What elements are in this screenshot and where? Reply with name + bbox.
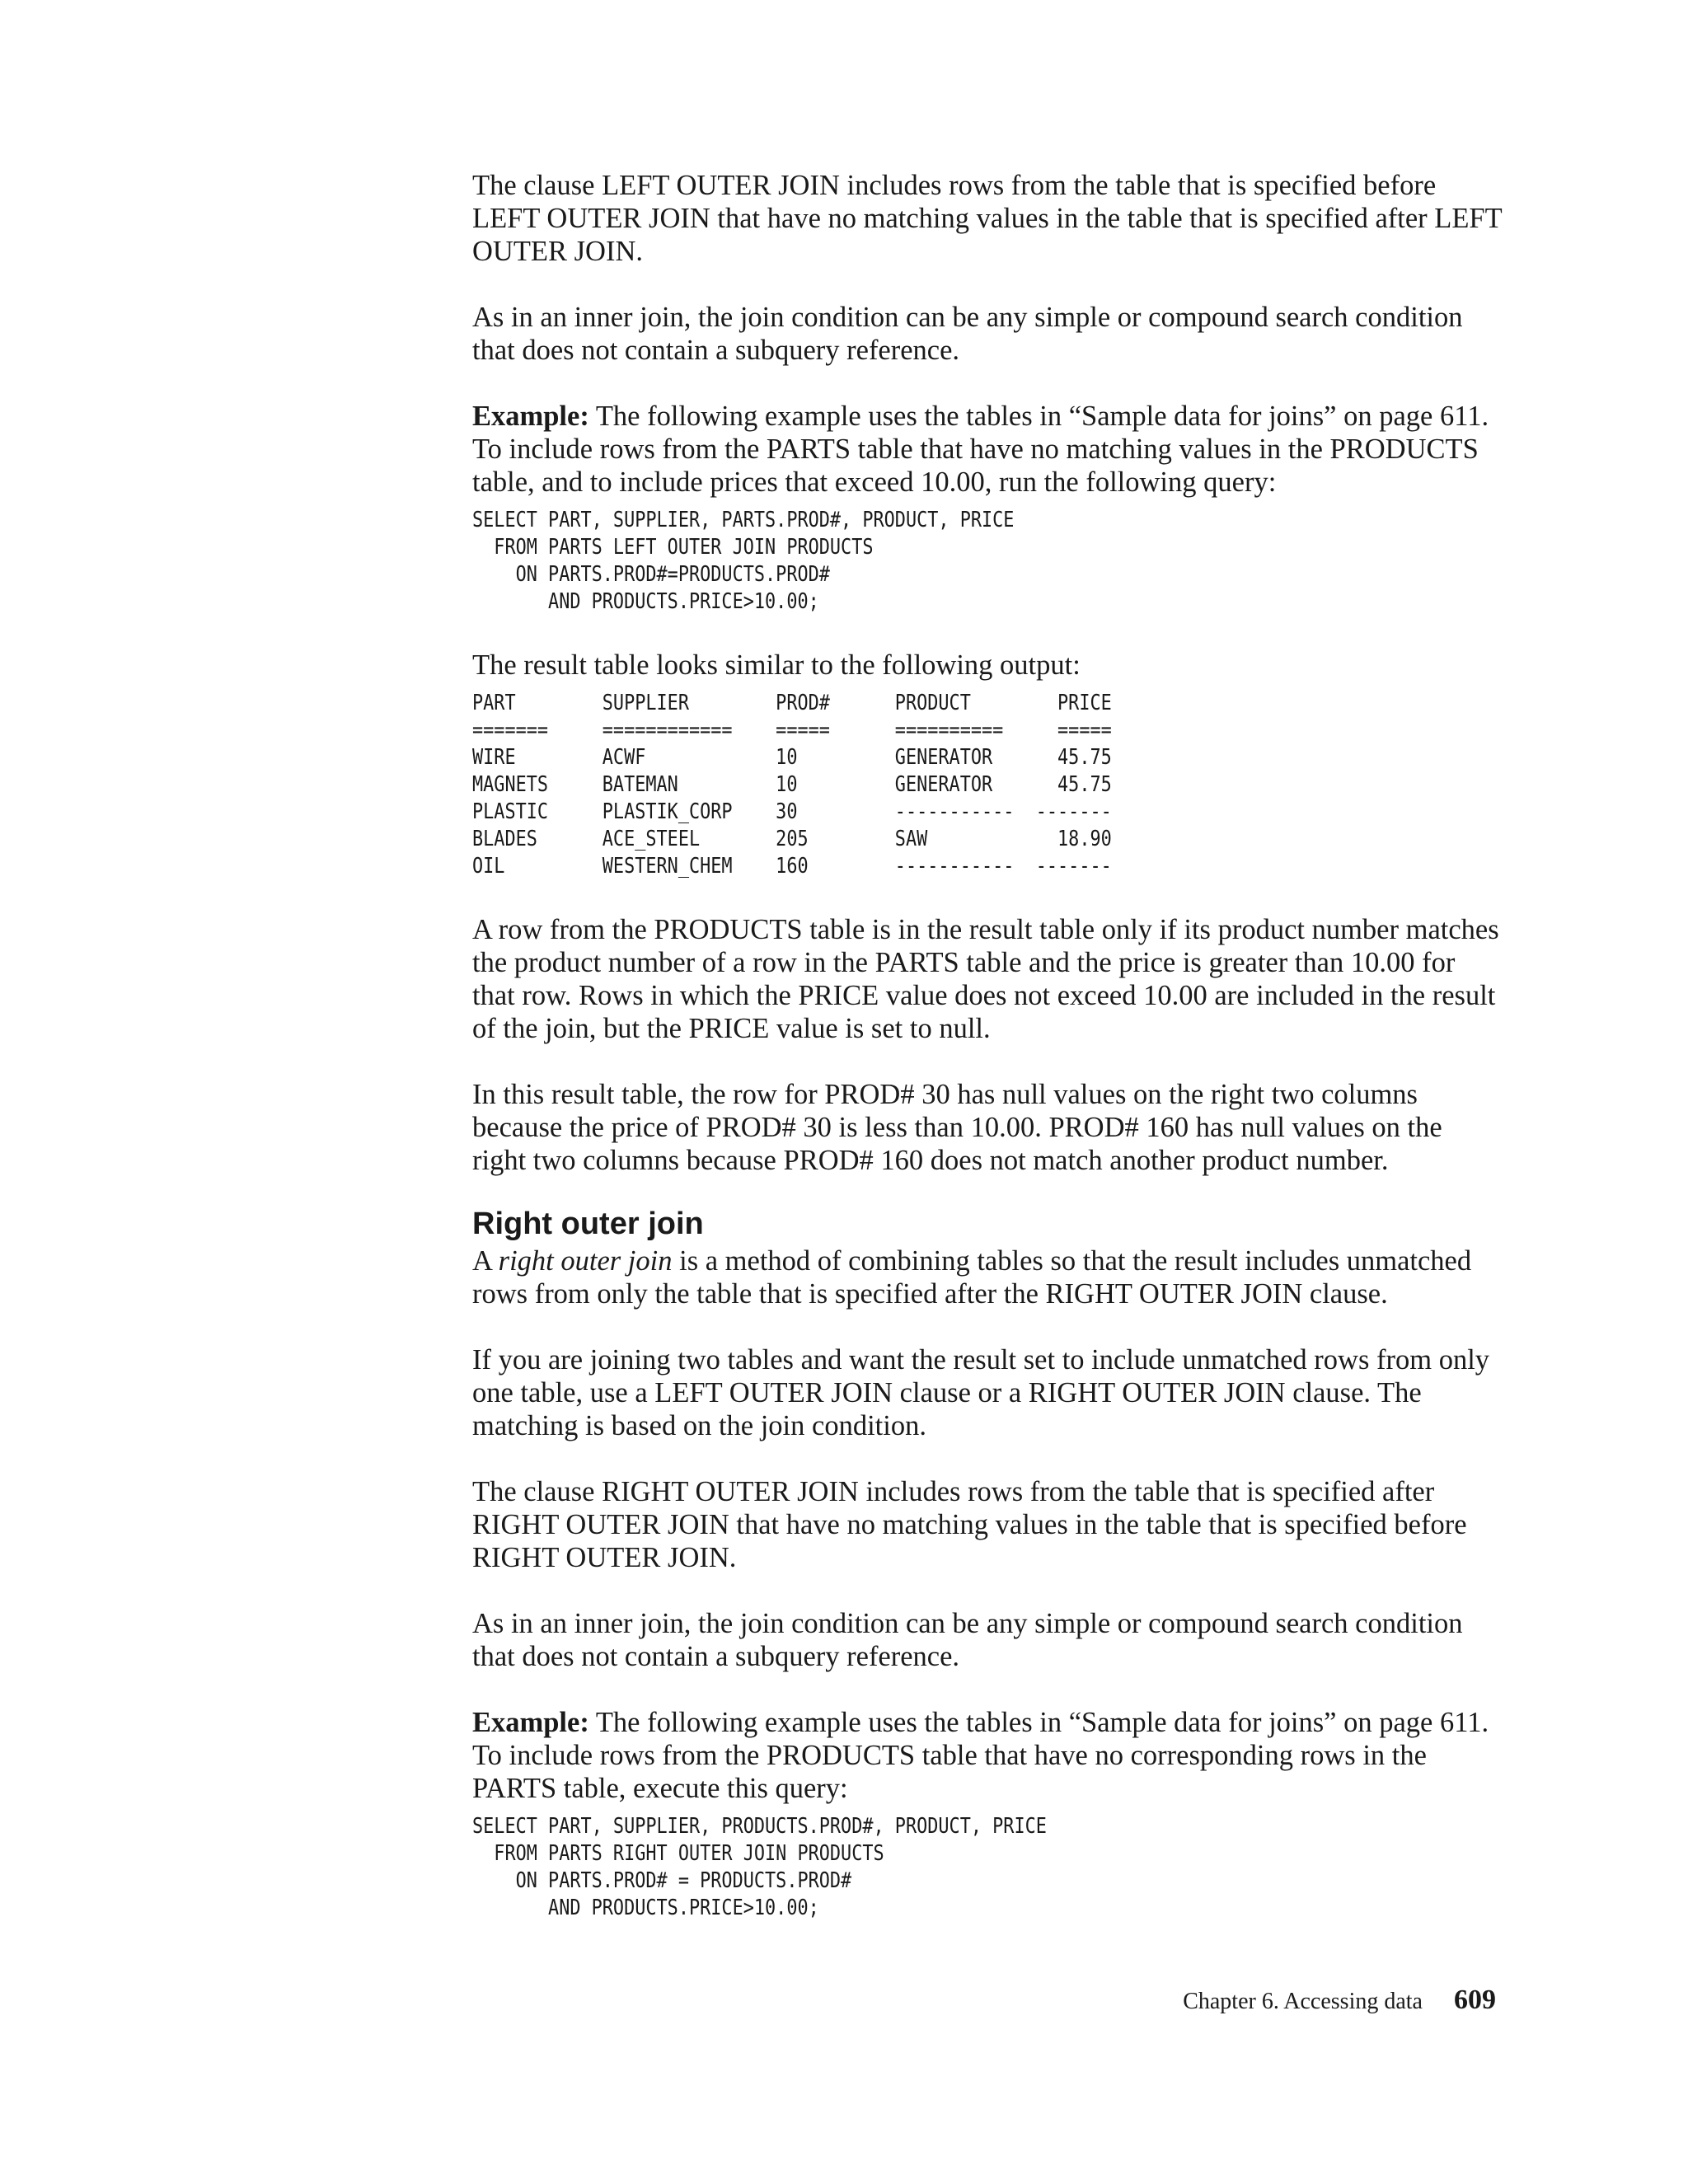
result-table: PART SUPPLIER PROD# PRODUCT PRICE ======= ============ ===== ========== ===== WIRE ACWF 10 GENERATOR 45.75 MAGNETS BATEMAN 10 GENERATOR 45.75 PLASTIC PLASTIK_CORP 30 ----------- ------- BLADES ACE_STEEL 205 SAW 18.90 OIL WESTERN_CHEM 160 ----------- ------- — [472, 691, 1112, 879]
left-join-example-paragraph — [472, 400, 1503, 499]
section-heading-right-outer-join: Right outer join — [472, 1207, 704, 1241]
left-join-paragraph-2: As in an inner join, the join condition can be any simple or compound search condition that does not contain a subquery reference. — [472, 302, 1463, 366]
example-label: Example: — [472, 1707, 589, 1738]
definition-prefix: A — [472, 1245, 499, 1277]
example-label: Example: — [472, 401, 589, 432]
right-join-paragraph-3: The clause RIGHT OUTER JOIN includes rows from the table that is specified after RIGHT OUTER JOIN that have no matching values in the table that is specified before RIGHT OUTER JOIN. — [472, 1476, 1467, 1573]
page-number: 609 — [1454, 1985, 1496, 2015]
example-text: The following example uses the tables in “Sample data for joins” on page 611. To include rows from the PRODUCTS table that have no corresponding rows in the PARTS table, execute this query: — [472, 1707, 1489, 1804]
definition-suffix: is a method of combining tables so that the result includes unmatched rows from only the table that is specified after the RIGHT OUTER JOIN clause. — [472, 1245, 1472, 1310]
left-join-code-block: SELECT PART, SUPPLIER, PARTS.PROD#, PRODUCT, PRICE FROM PARTS LEFT OUTER JOIN PRODUCTS ON PARTS.PROD#=PRODUCTS.PROD# AND PRODUCTS.PRICE>10.00; — [472, 508, 1015, 614]
page-footer — [989, 1985, 1496, 2016]
right-join-paragraph-2: If you are joining two tables and want the result set to include unmatched rows from only one table, use a LEFT OUTER JOIN clause or a RIGHT OUTER JOIN clause. The matching is based on the join condition. — [472, 1344, 1490, 1441]
right-join-paragraph-1 — [472, 1244, 1503, 1310]
right-join-example-paragraph — [472, 1706, 1503, 1805]
footer-chapter-title: Chapter 6. Accessing data — [1183, 1989, 1423, 2014]
definition-term: right outer join — [498, 1245, 673, 1277]
right-join-paragraph-4: As in an inner join, the join condition can be any simple or compound search condition that does not contain a subquery reference. — [472, 1608, 1463, 1672]
page-content — [472, 169, 1503, 1922]
left-join-paragraph-3: A row from the PRODUCTS table is in the result table only if its product number matches the product number of a row in the PARTS table and the price is greater than 10.00 for that row. Rows in which the PRICE value does not exceed 10.00 are included in the result of the join, but the PRICE value is set to null. — [472, 914, 1499, 1044]
left-join-paragraph-4: In this result table, the row for PROD# 30 has null values on the right two columns because the price of PROD# 30 is less than 10.00. PROD# 160 has null values on the right two columns because PROD# 160 does not match another product number. — [472, 1079, 1442, 1176]
right-join-code-block: SELECT PART, SUPPLIER, PRODUCTS.PROD#, PRODUCT, PRICE FROM PARTS RIGHT OUTER JOIN PRODUCTS ON PARTS.PROD# = PRODUCTS.PROD# AND PRODUCTS.PRICE>10.00; — [472, 1814, 1047, 1920]
example-text: The following example uses the tables in “Sample data for joins” on page 611. To include rows from the PARTS table that have no matching values in the PRODUCTS table, and to include prices that exceed 10.00, run the following query: — [472, 401, 1489, 498]
left-join-paragraph-1: The clause LEFT OUTER JOIN includes rows from the table that is specified before LEFT OUTER JOIN that have no matching values in the table that is specified after LEFT OUTER JOIN. — [472, 170, 1503, 267]
result-intro: The result table looks similar to the following output: — [472, 649, 1081, 681]
